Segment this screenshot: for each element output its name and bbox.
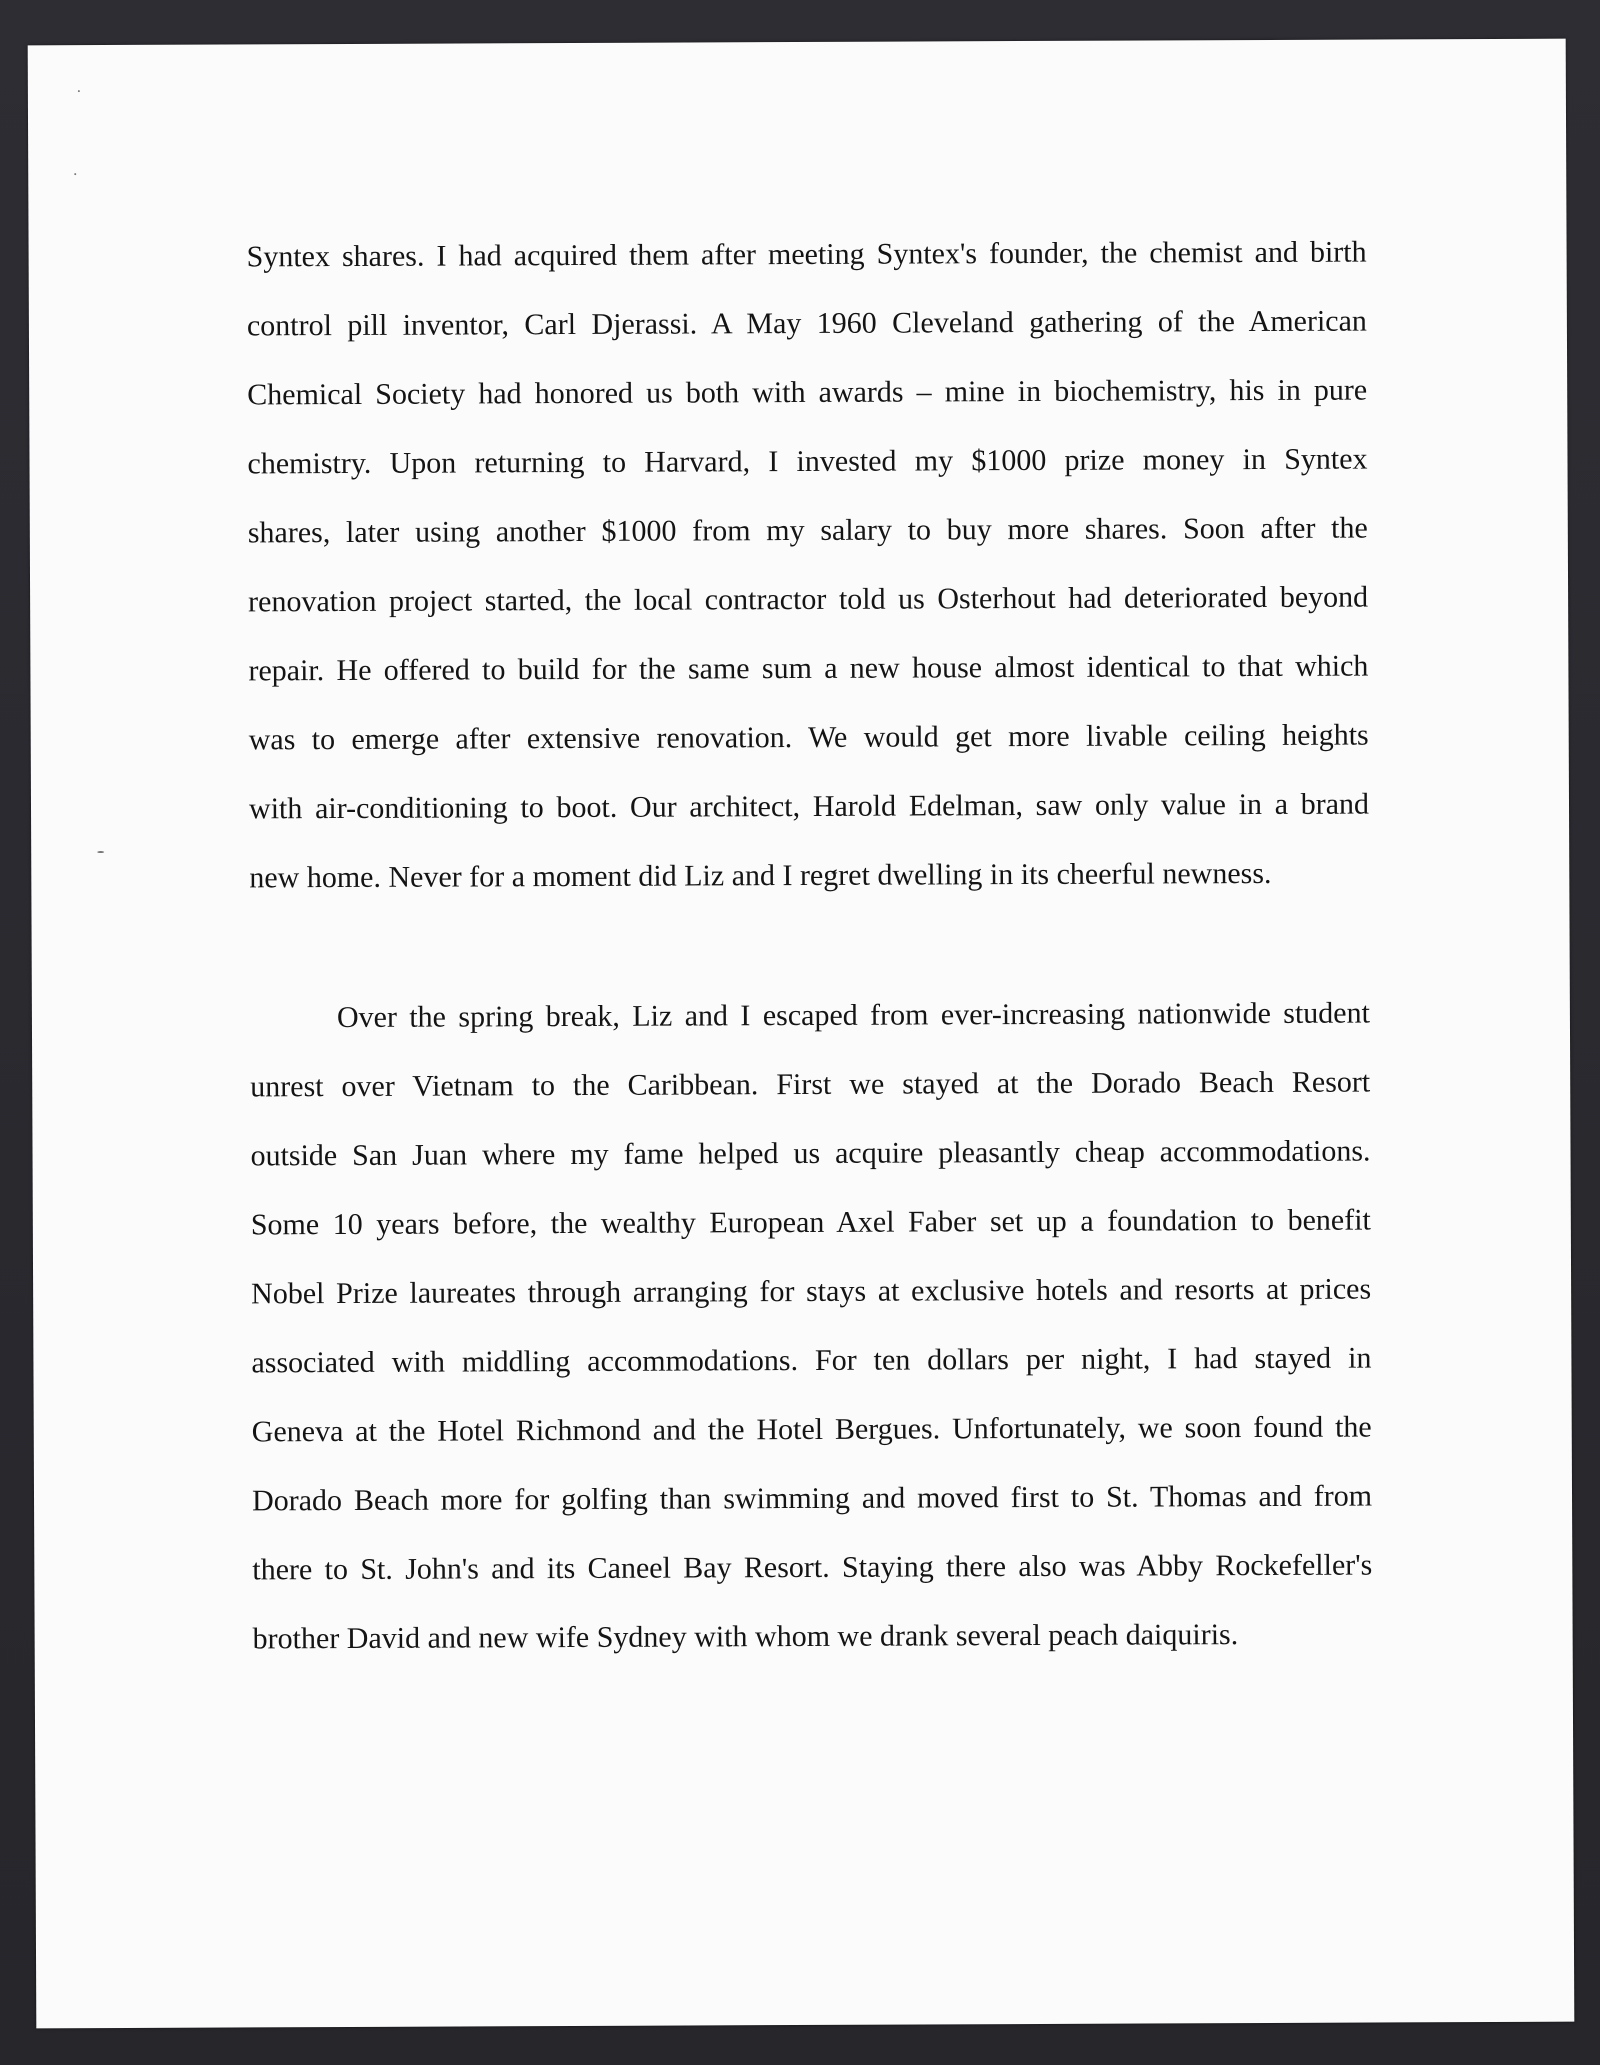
text-line: brother David and new wife Sydney with whom we drank several peach daiquiris. [252,1618,1239,1656]
text-line: there to St. John's and its Caneel Bay Resort. Staying there also was Abby Rockefeller's [252,1548,1373,1587]
text-line: unrest over Vietnam to the Caribbean. First we stayed at the Dorado Beach Resort [250,1065,1371,1104]
paragraph-1 [246,218,1369,913]
text-line: Over the spring break, Liz and I escaped from ever-increasing nationwide student [336,996,1370,1035]
text-line: was to emerge after extensive renovation. We would get more livable ceiling heights [248,718,1369,757]
text-line: repair. He offered to build for the same sum a new house almost identical to that which [248,649,1369,688]
text-line: Dorado Beach more for golfing than swimming and moved first to St. Thomas and from [251,1479,1373,1518]
document-page [28,39,1575,2029]
text-line: Geneva at the Hotel Richmond and the Hotel Bergues. Unfortunately, we soon found the [251,1410,1372,1449]
dust-mark [78,90,80,92]
dust-mark [74,173,76,175]
text-line: renovation project started, the local contractor told us Osterhout had deteriorated beyond [248,580,1369,619]
text-line: new home. Never for a moment did Liz and I regret dwelling in its cheerful newness. [249,856,1272,895]
text-line: shares, later using another $1000 from my salary to buy more shares. Soon after the [247,511,1368,550]
text-line: associated with middling accommodations. For ten dollars per night, I had stayed in [251,1341,1372,1380]
text-line: control pill inventor, Carl Djerassi. A May 1960 Cleveland gathering of the American [246,304,1367,343]
text-line: Syntex shares. I had acquired them after meeting Syntex's founder, the chemist and birth [246,235,1367,274]
text-line: Some 10 years before, the wealthy European Axel Faber set up a foundation to benefit [250,1203,1371,1242]
dust-mark [97,851,104,853]
text-line: Chemical Society had honored us both with awards – mine in biochemistry, his in pure [247,373,1368,412]
text-line: chemistry. Upon returning to Harvard, I invested my $1000 prize money in Syntex [247,442,1368,481]
text-line: outside San Juan where my fame helped us acquire pleasantly cheap accommodations. [250,1134,1371,1173]
paragraph-2 [250,979,1373,1674]
text-line: Nobel Prize laureates through arranging for stays at exclusive hotels and resorts at prices [251,1272,1372,1311]
text-line: with air-conditioning to boot. Our architect, Harold Edelman, saw only value in a brand [248,787,1370,826]
